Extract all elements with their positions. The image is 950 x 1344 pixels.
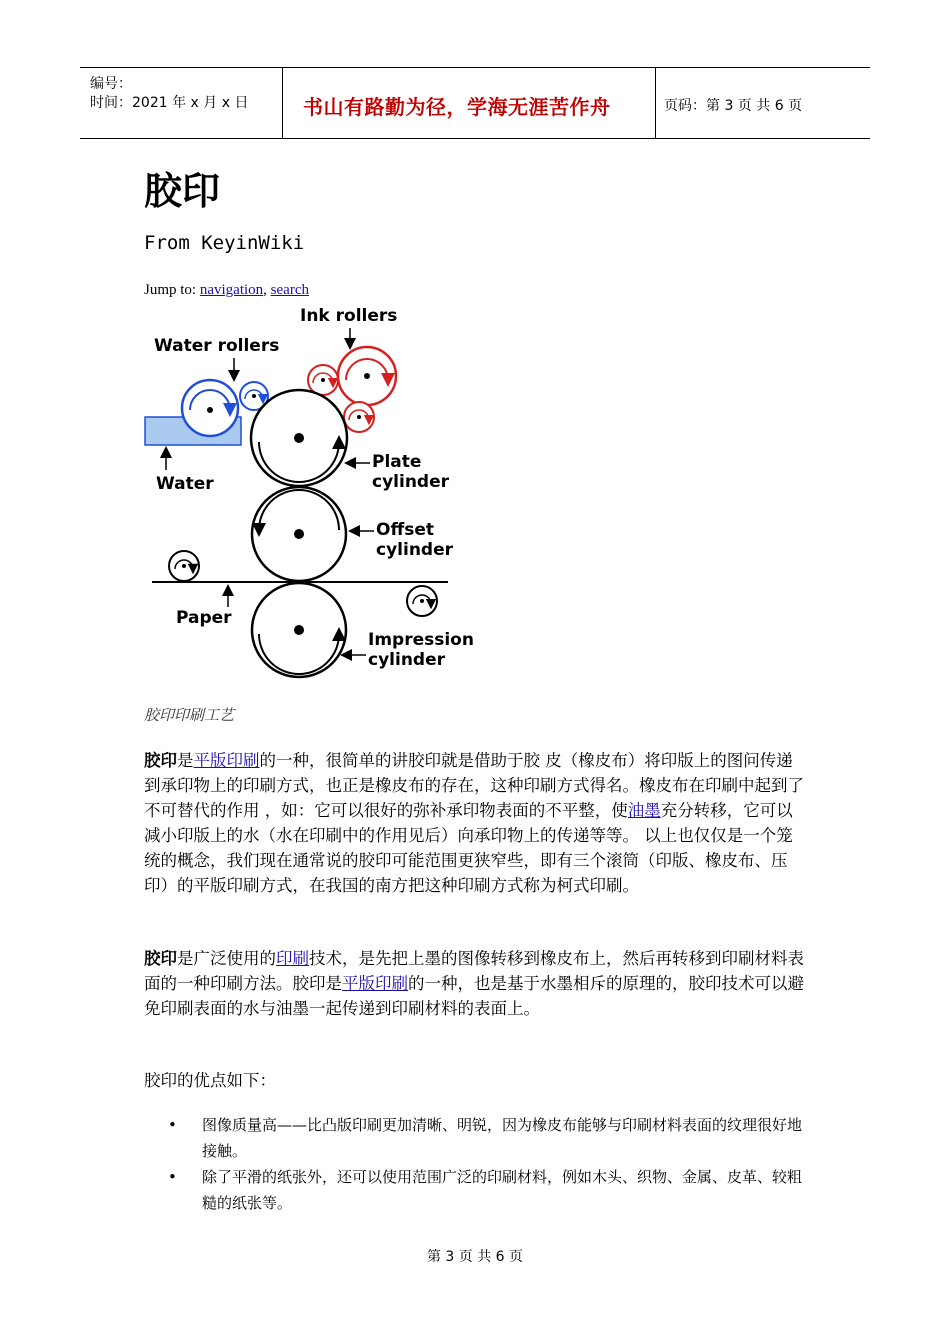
link-printing[interactable]: 印刷 [276, 949, 309, 968]
paragraph-2-text-c: 的一种，也是基于水墨相斥的原理的，胶印技术可以避免印刷表面的水与油墨一起传递到印刷材料的表面上。 [144, 974, 804, 1018]
water-roller-large [182, 380, 238, 436]
search-link[interactable]: search [270, 282, 309, 298]
bullet-icon: • [168, 1168, 177, 1186]
page-info: 页码：第 3 页 共 6 页 [664, 98, 803, 114]
page-footer: 第 3 页 共 6 页 [426, 1249, 524, 1265]
paragraph-1-text-b: 的一种，很简单的讲胶印就是借助于胶 皮（橡皮布）将印版上的图问传递到承印物上的印刷方式，也正是橡皮布的存在，这种印刷方式得名。橡皮布在印刷中起到了不可替代的作用 ，如：它可以很好的弥补承印物表面的不平整，使 [144, 751, 804, 820]
impression-cylinder [252, 583, 346, 677]
jump-separator: , [263, 282, 271, 298]
advantages-intro: 胶印的优点如下： [144, 1071, 276, 1090]
jump-prefix: Jump to: [144, 282, 200, 298]
ink-rollers-label: Ink rollers [300, 306, 398, 326]
list-item [168, 1164, 808, 1216]
source-line: From KeyinWiki [144, 232, 305, 254]
link-ink[interactable]: 油墨 [627, 801, 661, 820]
paragraph-1 [144, 748, 808, 898]
header-page-cell [655, 68, 870, 138]
plate-label-2: cylinder [372, 472, 449, 492]
ink-roller-left [308, 365, 338, 395]
paragraph-1-term: 胶印 [144, 751, 177, 770]
paragraph-2-text-a: 是广泛使用的 [177, 949, 276, 968]
impression-label-2: cylinder [368, 650, 445, 670]
list-item [168, 1112, 808, 1164]
bullet-icon: • [168, 1116, 177, 1134]
header-info-cell [80, 68, 282, 138]
plate-label: Plate [372, 452, 422, 472]
list-item-text: 图像质量高——比凸版印刷更加清晰、明锐，因为橡皮布能够与印刷材料表面的纹理很好地接触。 [202, 1116, 803, 1160]
time-label: 时间：2021 年 x 月 x 日 [90, 95, 249, 111]
link-lithography[interactable]: 平版印刷 [193, 751, 260, 770]
number-label: 编号： [90, 76, 132, 92]
water-rollers-label: Water rollers [154, 336, 280, 356]
paragraph-2-text-b: 技术，是先把上墨的图像转移到橡皮布上，然后再转移到印刷材料表面的一种印刷方法。胶印是 [144, 949, 804, 993]
offset-label-2: cylinder [376, 540, 453, 560]
paper-label: Paper [176, 608, 232, 628]
paragraph-2-term: 胶印 [144, 949, 177, 968]
list-item-text: 除了平滑的纸张外，还可以使用范围广泛的印刷材料，例如木头、织物、金属、皮革、较粗糙的纸张等。 [202, 1168, 803, 1212]
offset-label: Offset [376, 520, 434, 540]
plate-cylinder [251, 390, 347, 486]
jump-to-line [144, 282, 309, 299]
figure-caption: 胶印印刷工艺 [144, 706, 235, 724]
ink-roller-bottom [344, 402, 374, 432]
page-header [80, 67, 870, 139]
impression-label: Impression [368, 630, 474, 650]
motto: 书山有路勤为径，学海无涯苦作舟 [303, 95, 611, 119]
header-motto-cell [282, 68, 656, 138]
navigation-link[interactable]: navigation [199, 282, 264, 298]
offset-printing-diagram [142, 300, 482, 685]
water-label: Water [156, 474, 214, 494]
advantages-list [168, 1112, 808, 1216]
offset-cylinder [252, 487, 346, 581]
paragraph-2 [144, 946, 808, 1021]
ink-roller-large [338, 347, 396, 405]
paragraph-1-text-c: 充分转移，它可以减小印版上的水（水在印刷中的作用见后）向承印物上的传递等等。 以上也仅仅是一个笼统的概念，我们现在通常说的胶印可能范围更狭窄些，即有三个滚筒（印版、橡皮布、压印）的平版印刷方式，在我国的南方把这种印刷方式称为柯式印刷。 [144, 801, 793, 895]
paragraph-1-text-a: 是 [177, 751, 194, 770]
paper-guide-roller-left [169, 551, 199, 581]
article-title: 胶印 [144, 169, 221, 213]
link-lithography-2[interactable]: 平版印刷 [342, 974, 408, 993]
paper-guide-roller-right [407, 586, 437, 616]
